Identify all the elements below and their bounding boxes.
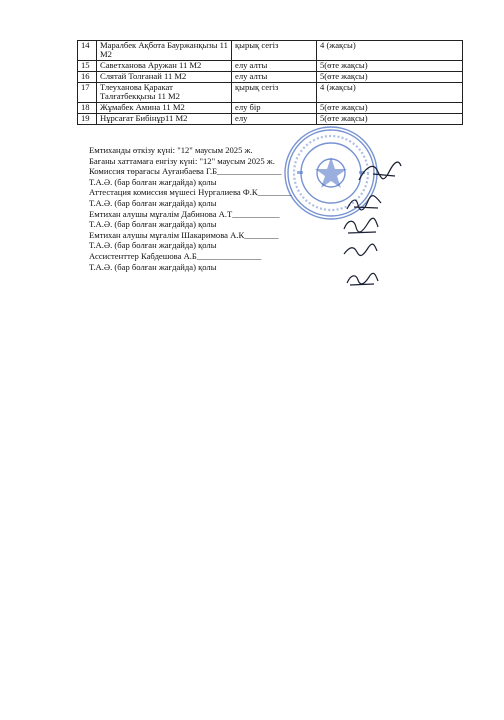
- student-name: Саветханова Аружан 11 М2: [97, 61, 232, 72]
- row-number: 18: [78, 103, 97, 114]
- row-number: 14: [78, 41, 97, 61]
- signature-caption: Т.А.Ә. (бар болған жағдайда) қолы: [89, 240, 217, 251]
- table-row: [78, 103, 463, 114]
- commission-chair-line: Комиссия төрағасы Ауғанбаева Г.Б_______________: [89, 166, 282, 177]
- assistants-line: Ассистенттер Кабдешова А.Б_______________: [89, 250, 262, 261]
- score-in-words: елу алты: [232, 72, 317, 83]
- signature-caption: Т.А.Ә. (бар болған жағдайда) қолы: [89, 261, 217, 272]
- signature-caption: Т.А.Ә. (бар болған жағдайда) қолы: [89, 197, 217, 208]
- student-name: Маралбек Ақбота Бауржанқызы 11 М2: [97, 41, 232, 61]
- student-name: Тлеуханова Қаракат Талғатбекқызы 11 М2: [97, 83, 232, 103]
- examiner-teacher-line: Емтихан алушы мұғалім Шакаримова А.К________: [89, 229, 279, 240]
- grade: 5(өте жақсы): [317, 61, 463, 72]
- signature-chair-icon: [355, 158, 405, 188]
- table-row: [78, 72, 463, 83]
- student-name: Слятай Толғанай 11 М2: [97, 72, 232, 83]
- row-number: 17: [78, 83, 97, 103]
- row-number: 15: [78, 61, 97, 72]
- commission-member-line: Аттестация комиссия мүшесі Нургалиева Ф.К________: [89, 187, 292, 198]
- results-table: [77, 40, 463, 125]
- grade: 4 (жақсы): [317, 41, 463, 61]
- table-row: [78, 83, 463, 103]
- score-in-words: елу бір: [232, 103, 317, 114]
- signature-member-icon: [344, 193, 384, 215]
- score-in-words: қырық сегіз: [232, 83, 317, 103]
- table-row: [78, 114, 463, 125]
- signature-teacher-icon: [340, 215, 382, 237]
- score-in-words: елу: [232, 114, 317, 125]
- grade: 4 (жақсы): [317, 83, 463, 103]
- score-in-words: қырық сегіз: [232, 41, 317, 61]
- exam-date-line: Емтиханды өткізу күні: "12" маусым 2025 ж.: [89, 145, 253, 155]
- signature-caption: Т.А.Ә. (бар болған жағдайда) қолы: [89, 176, 217, 187]
- signature-teacher2-icon: [340, 240, 380, 260]
- row-number: 16: [78, 72, 97, 83]
- examiner-teacher-line: Емтихан алушы мұғалім Дабинова А.Т___________: [89, 208, 280, 219]
- score-in-words: елу алты: [232, 61, 317, 72]
- table-row: [78, 41, 463, 61]
- grade: 5(өте жақсы): [317, 114, 463, 125]
- grade: 5(өте жақсы): [317, 72, 463, 83]
- signature-assistant-icon: [344, 269, 380, 289]
- grade-entry-date-line: Бағаны хаттамаға енгізу күні: "12" маусым 2025 ж.: [89, 155, 275, 166]
- signature-caption: Т.А.Ә. (бар болған жағдайда) қолы: [89, 219, 217, 230]
- table-row: [78, 61, 463, 72]
- grade: 5(өте жақсы): [317, 103, 463, 114]
- student-name: Нұрсағат Бибінұр11 М2: [97, 114, 232, 125]
- row-number: 19: [78, 114, 97, 125]
- student-name: Жұмабек Амина 11 М2: [97, 103, 232, 114]
